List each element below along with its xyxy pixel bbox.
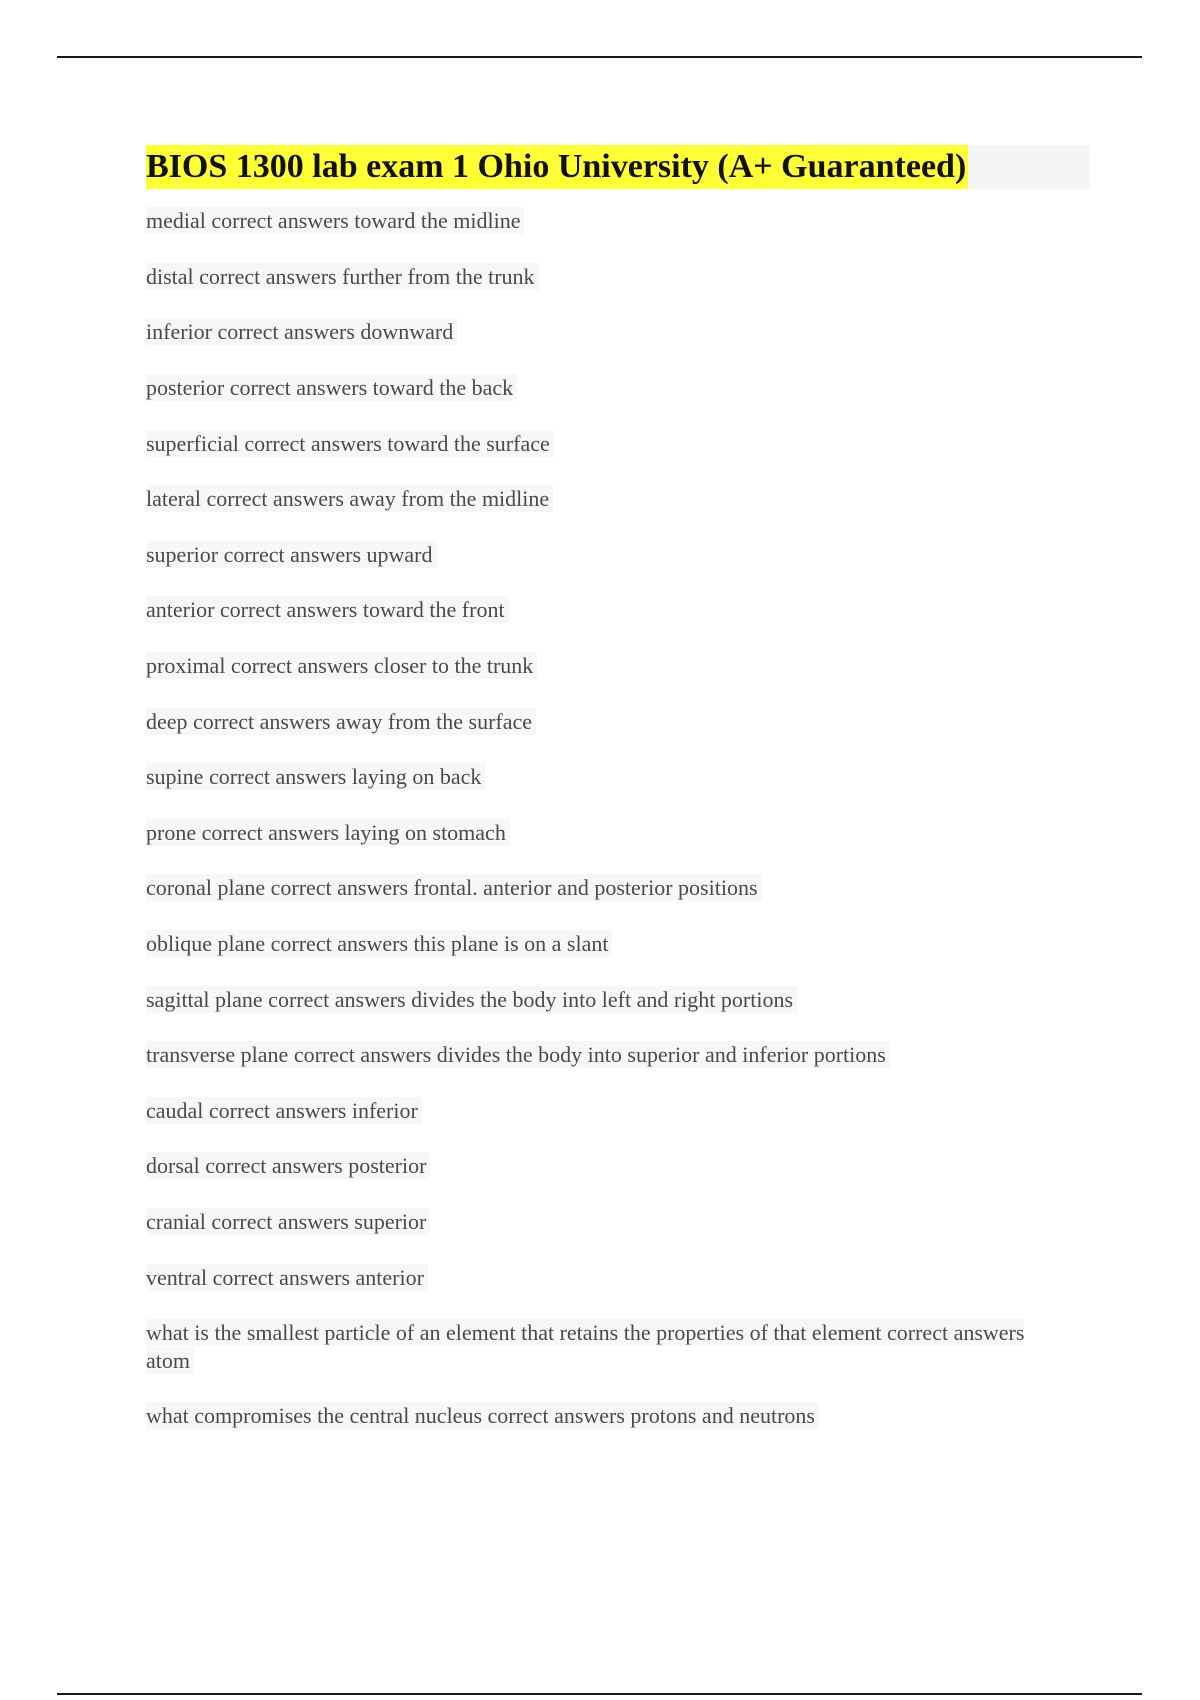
qa-item-text: sagittal plane correct answers divides the body into left and right portions (146, 986, 797, 1013)
top-rule (57, 56, 1142, 58)
qa-item (146, 1208, 1090, 1236)
qa-item (146, 930, 1090, 958)
qa-item (146, 1264, 1090, 1292)
qa-item-text: transverse plane correct answers divides the body into superior and inferior portions (146, 1041, 890, 1068)
document-title: BIOS 1300 lab exam 1 Ohio University (A+ Guaranteed) (146, 145, 968, 189)
qa-item-text: prone correct answers laying on stomach (146, 819, 510, 846)
qa-item-text: what is the smallest particle of an element that retains the properties of that element correct answers atom (146, 1320, 1025, 1373)
qa-item (146, 652, 1090, 680)
qa-item-text: what compromises the central nucleus correct answers protons and neutrons (146, 1402, 819, 1429)
qa-item (146, 1152, 1090, 1180)
qa-item-text: coronal plane correct answers frontal. anterior and posterior positions (146, 874, 762, 901)
qa-list (146, 207, 1090, 1430)
qa-item-text: deep correct answers away from the surface (146, 708, 536, 735)
qa-item (146, 318, 1090, 346)
qa-item (146, 763, 1090, 791)
qa-item-text: supine correct answers laying on back (146, 763, 485, 790)
qa-item (146, 1319, 1046, 1375)
qa-item-text: dorsal correct answers posterior (146, 1152, 430, 1179)
qa-item-text: anterior correct answers toward the front (146, 596, 509, 623)
qa-item (146, 986, 1090, 1014)
qa-item (146, 874, 1090, 902)
qa-item-text: oblique plane correct answers this plane is on a slant (146, 930, 612, 957)
qa-item-text: inferior correct answers downward (146, 318, 457, 345)
qa-item (146, 485, 1090, 513)
title-bar (146, 145, 1090, 189)
qa-item (146, 430, 1090, 458)
qa-item (146, 1097, 1090, 1125)
qa-item-text: posterior correct answers toward the back (146, 374, 517, 401)
qa-item (146, 1402, 1090, 1430)
qa-item (146, 207, 1090, 235)
qa-item (146, 374, 1090, 402)
qa-item-text: medial correct answers toward the midline (146, 207, 524, 234)
qa-item-text: caudal correct answers inferior (146, 1097, 422, 1124)
qa-item (146, 596, 1090, 624)
qa-item-text: ventral correct answers anterior (146, 1264, 428, 1291)
qa-item-text: superior correct answers upward (146, 541, 437, 568)
qa-item (146, 541, 1090, 569)
qa-item-text: cranial correct answers superior (146, 1208, 430, 1235)
qa-item-text: superficial correct answers toward the surface (146, 430, 554, 457)
qa-item-text: lateral correct answers away from the midline (146, 485, 553, 512)
document-body (146, 145, 1090, 1430)
qa-item (146, 819, 1090, 847)
qa-item (146, 708, 1090, 736)
qa-item (146, 263, 1090, 291)
qa-item-text: proximal correct answers closer to the trunk (146, 652, 537, 679)
qa-item-text: distal correct answers further from the trunk (146, 263, 539, 290)
qa-item (146, 1041, 1090, 1069)
bottom-rule (57, 1693, 1142, 1695)
